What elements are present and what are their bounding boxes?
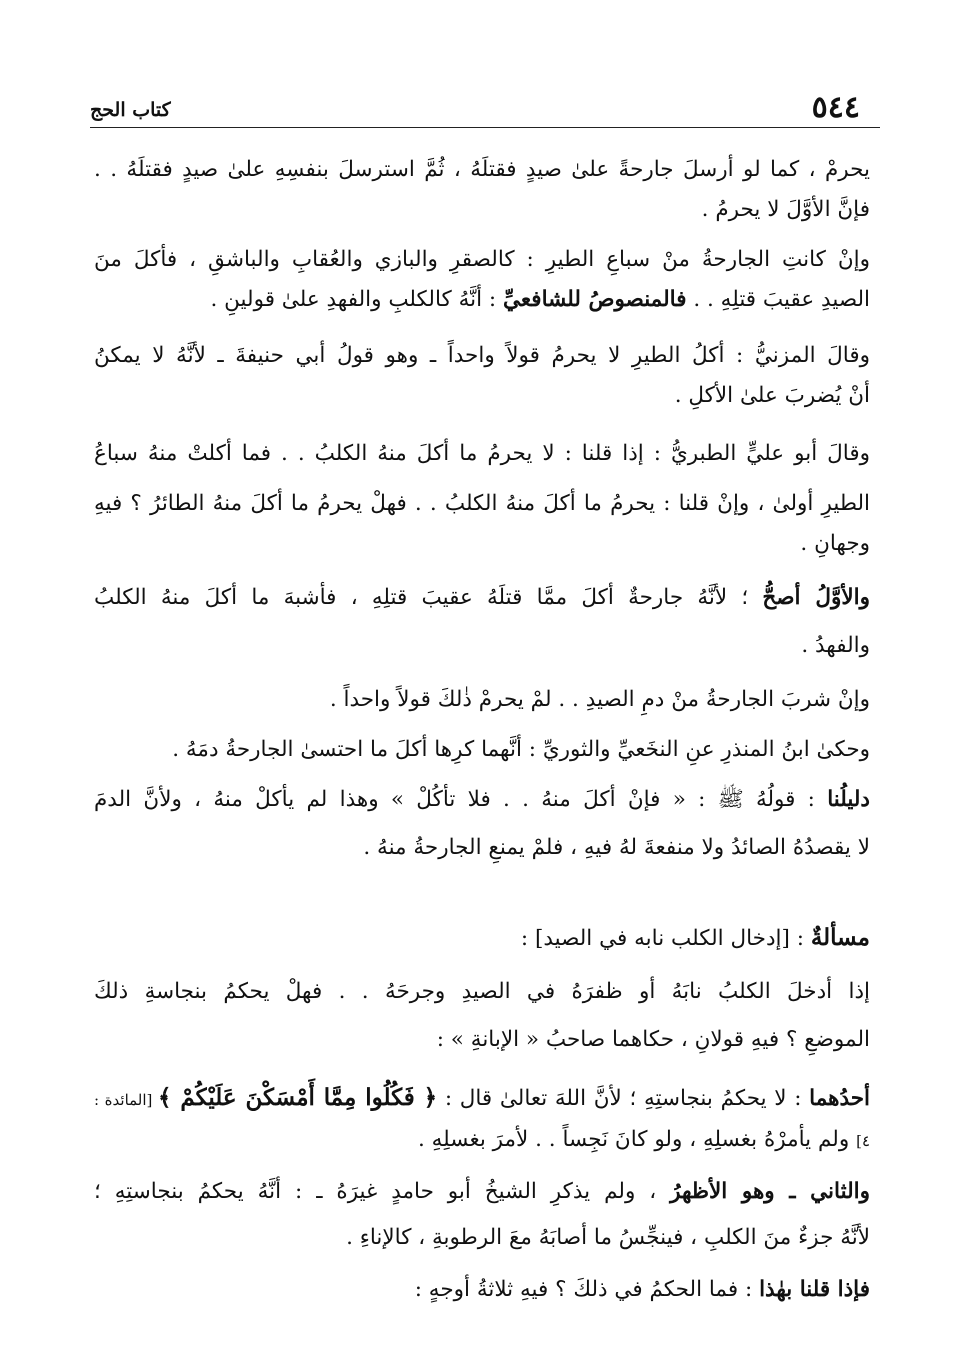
text-line: والثاني ـ وهو الأظهرُ ، ولم يذكرِ الشيخُ أبو حامدٍ غيرَهُ ـ : أنَّهُ يحكمُ بنجاستِهِ ؛ [94,1179,870,1204]
quran-verse: ﴿ فَكُلُوا مِمَّا أَمْسَكْنَ عَلَيْكُمْ ﴾ [158,1084,438,1111]
text-line: والفهدُ . [801,633,870,658]
text-line: فإنَّ الأوَّلَ لا يحرمُ . [701,197,870,222]
text-line: وحكىٰ ابنُ المنذرِ عنِ النخَعيِّ والثوريِّ : أنَّهما كرِها أكلَ ما احتسىٰ الجارحةُ دمَهُ . [172,737,870,762]
text-line: لأنَّهُ جزءٌ منَ الكلبِ ، فينجِّسُ ما أصابَهُ معَ الرطوبةِ ، كالإناءِ . [346,1225,870,1250]
bold-term: فالمنصوصُ للشافعيِّ [503,287,687,312]
bold-term: أحدُهما [809,1086,871,1111]
text-line: أنْ يُضربَ علىٰ الأكلِ . [674,383,870,408]
bold-term: فإذا قلنا بهٰذا [759,1277,870,1302]
text-line: فإذا قلنا بهٰذا : فما الحكمُ في ذلكَ ؟ فيهِ ثلاثةُ أوجهٍ : [414,1277,870,1302]
text-line: إذا أدخلَ الكلبُ نابَهُ أو ظفرَهُ في الصيدِ وجرحَهُ . . فهلْ يحكمُ بنجاسةِ ذلكَ [94,979,870,1004]
text-line: دليلُنا : قولُهُ ﷺ : « فإنْ أكلَ منهُ . . فلا تأكُلْ » وهذا لم يأكلْ منهُ ، ولأنَّ الدمَ [94,787,870,812]
text-line: الموضعِ ؟ فيهِ قولانِ ، حكاهما صاحبُ « الإبانةِ » : [436,1027,870,1052]
text-line: وقالَ المزنيُّ : أكلُ الطيرِ لا يحرمُ قولاً واحداً ـ وهو قولُ أبي حنيفةَ ـ لأنَّهُ لا يمكنُ [94,343,870,368]
running-header [90,92,880,124]
masala-label: مسألةٌ [810,924,870,951]
text-line: ٤] ولم يأمرْهُ بغسلِهِ ، ولو كانَ نَجِساً . . لأمرَ بغسلِهِ . [417,1127,870,1152]
text-line: أحدُهما : لا يحكمُ بنجاستِهِ ؛ لأنَّ اللهَ تعالىٰ قال : ﴿ فَكُلُوا مِمَّا أَمْسَكْنَ عَلَيْكُمْ ﴾ [المائدة : [94,1084,871,1111]
text-line: وقالَ أبو عليٍّ الطبريُّ : إذا قلنا : لا يحرمُ ما أكلَ منهُ الكلبُ . . فما أكلتْ منهُ سباعُ [94,441,870,466]
book-title: كتاب الحج [90,99,171,121]
bold-term: والثاني ـ وهو الأظهرُ [670,1179,870,1204]
text-line: وإنْ كانتِ الجارحةُ منْ سباعِ الطيرِ : كالصقرِ والبازي والعُقابِ والباشقِ ، فأكلَ منَ [94,247,870,272]
header-rule [90,127,880,128]
text-line: الطيرِ أولىٰ ، وإنْ قلنا : يحرمُ ما أكلَ منهُ الكلبُ . . فهلْ يحرمُ ما أكلَ منهُ الطائرُ ؟ فيهِ [94,491,870,516]
page-number: ٥٤٤ [811,90,860,125]
section-heading: مسألةٌ : [إدخال الكلب نابه في الصيد] : [520,924,870,951]
text-line: الصيدِ عقيبَ قتلِهِ . . فالمنصوصُ للشافعيِّ : أنَّهُ كالكلبِ والفهدِ علىٰ قولينِ . [210,287,870,312]
text-line: يحرمْ ، كما لو أرسلَ جارحةً علىٰ صيدٍ فقتلَهُ ، ثُمَّ استرسلَ بنفسِهِ علىٰ صيدٍ فقتلَهُ . . [94,157,870,182]
bold-term: والأوَّلُ أصحُّ [762,585,871,610]
text-line: وجهانِ . [800,531,870,556]
quran-reference: [المائدة : [94,1091,159,1109]
text-line: لا يقصدُهُ الصائدُ ولا منفعةَ لهُ فيهِ ، فلمْ يمنعِ الجارحةُ منهُ . [363,835,870,860]
quran-reference: ٤] [856,1132,870,1150]
bold-term: دليلُنا [827,787,870,812]
text-line: وإنْ شربَ الجارحةُ منْ دمِ الصيدِ . . لمْ يحرمْ ذٰلكَ قولاً واحداً . [329,687,870,712]
text-line: والأوَّلُ أصحُّ ؛ لأنَّهُ جارحةٌ أكلَ ممَّا قتلَهُ عقيبَ قتلِهِ ، فأشبهَ ما أكلَ منهُ الكلبُ [94,585,871,610]
